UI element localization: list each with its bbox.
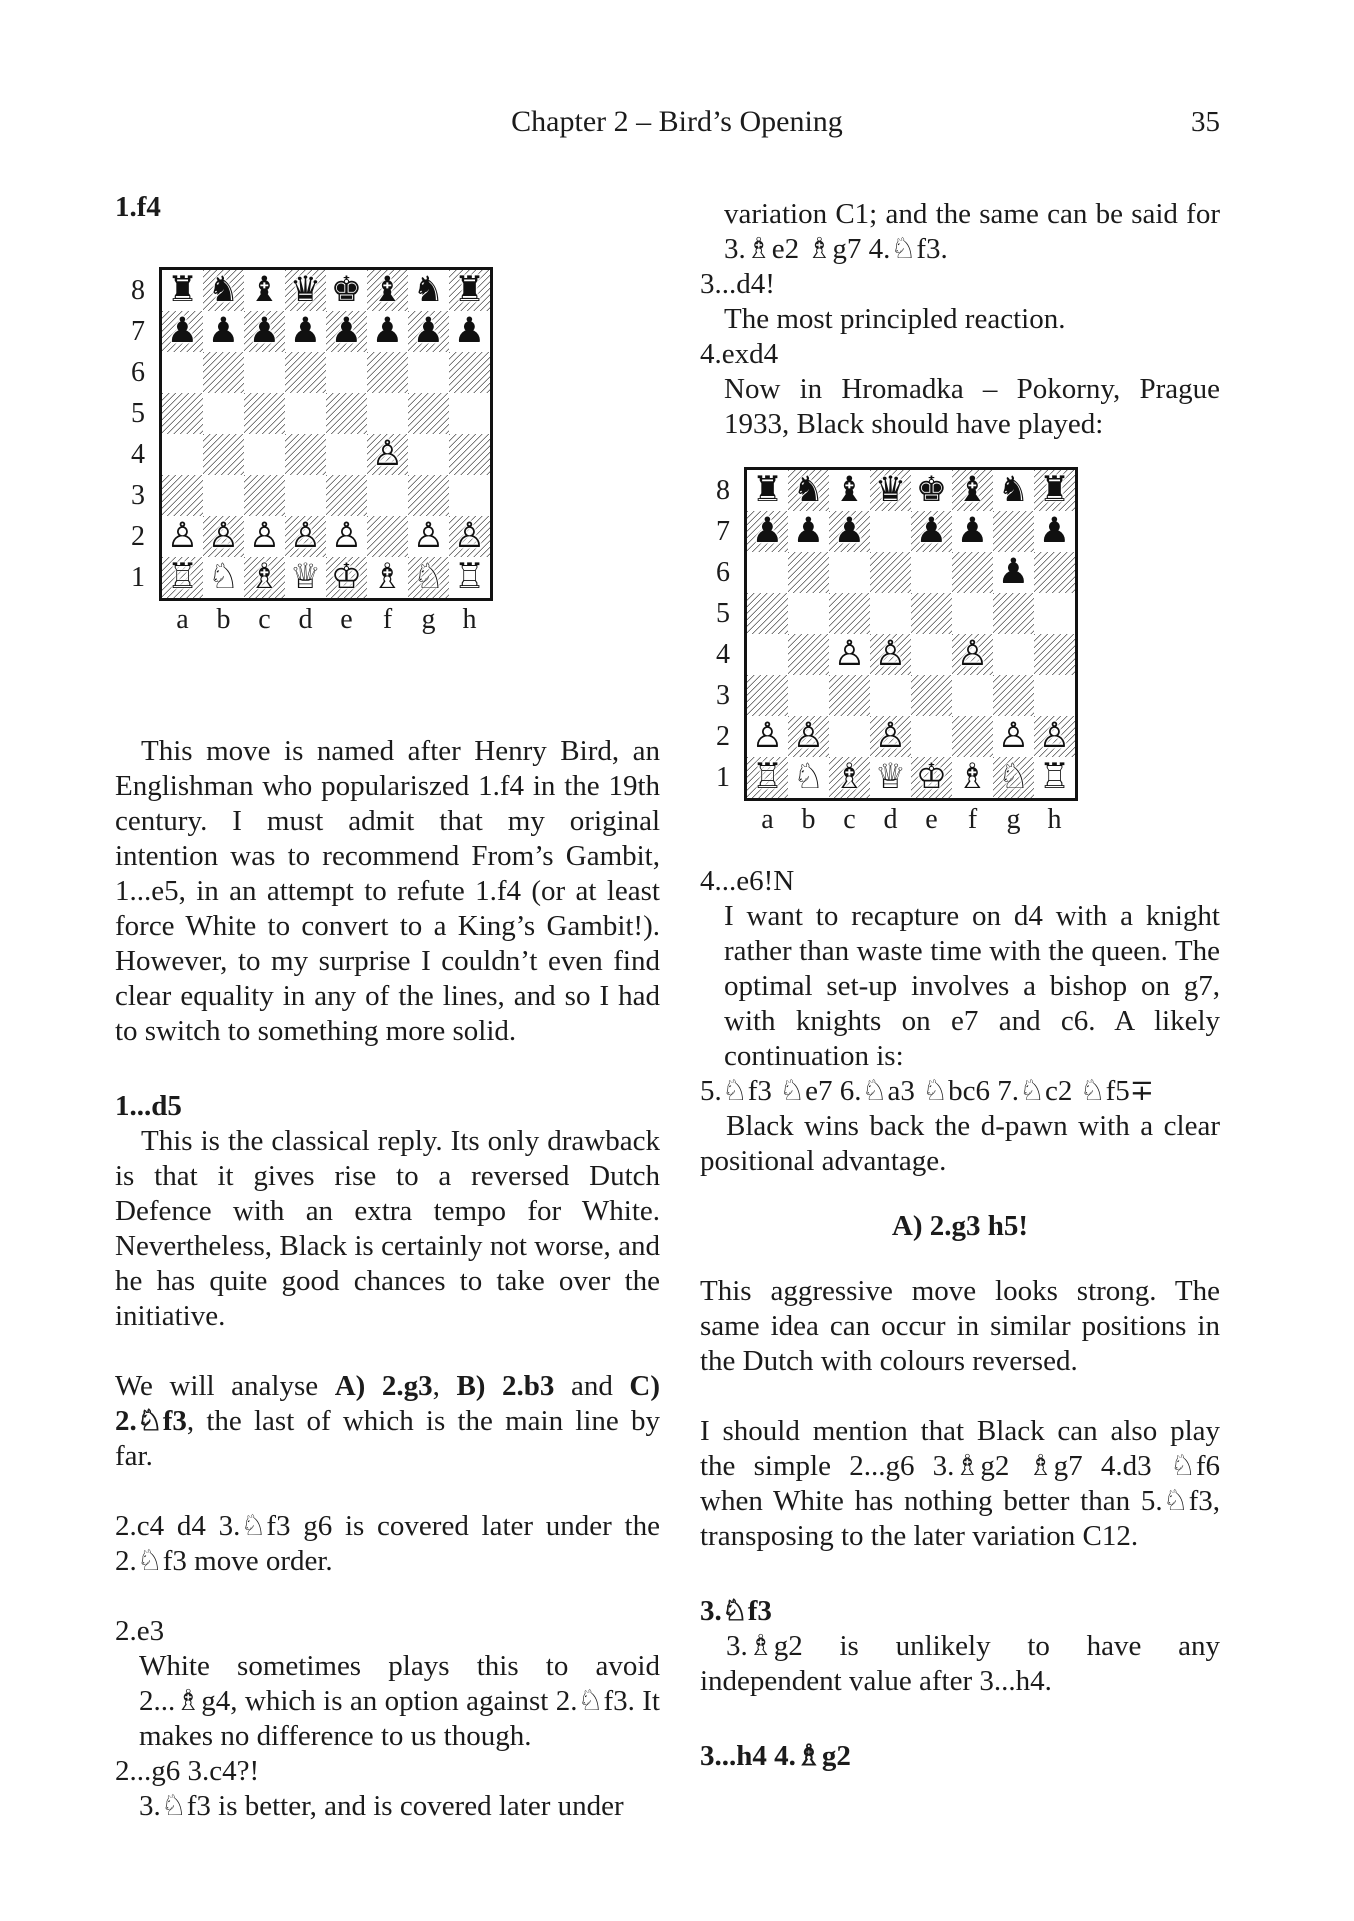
white-bishop-icon: ♗: [956, 757, 989, 797]
text: We will analyse: [115, 1370, 335, 1402]
black-pawn-icon: ♟: [412, 311, 445, 351]
black-bishop-icon: ♝: [371, 270, 404, 310]
white-knight-icon: ♘: [412, 557, 445, 597]
white-rook-icon: ♖: [1038, 757, 1071, 797]
square-a5: [162, 393, 203, 434]
black-rook-icon: ♜: [1038, 470, 1071, 510]
commentary: [724, 302, 1220, 337]
square-g8: [408, 270, 449, 311]
square-b2: [788, 716, 829, 757]
black-pawn-icon: ♟: [453, 311, 486, 351]
white-pawn-icon: ♙: [248, 516, 281, 556]
square-b6: [788, 552, 829, 593]
square-e6: [326, 352, 367, 393]
square-h4: [449, 434, 490, 475]
square-f2: [367, 516, 408, 557]
move-line: [115, 1754, 660, 1789]
text: ,: [432, 1370, 457, 1402]
bold-text: C) 2.♘f3: [115, 1370, 661, 1437]
black-pawn-icon: ♟: [915, 511, 948, 551]
square-h7: [1034, 511, 1075, 552]
text: The most principled reaction.: [724, 303, 1066, 335]
square-h5: [1034, 593, 1075, 634]
chess-diagram: [115, 267, 660, 639]
white-king-icon: ♔: [915, 757, 948, 797]
square-g7: [408, 311, 449, 352]
move-line: [115, 1614, 660, 1649]
rank-label: 8: [131, 275, 145, 306]
black-knight-icon: ♞: [412, 270, 445, 310]
square-h6: [1034, 552, 1075, 593]
square-a6: [747, 552, 788, 593]
file-label: b: [801, 804, 816, 835]
white-pawn-icon: ♙: [330, 516, 363, 556]
white-knight-icon: ♘: [207, 557, 240, 597]
rank-label: 7: [716, 516, 730, 547]
square-c3: [829, 675, 870, 716]
page-number: 35: [1191, 106, 1220, 138]
text: I should mention that Black can also play the simple 2...g6 3.♗g2 ♗g7 4.d3 ♘f6 when White has nothing better than 5.♘f3, transposing to the later variation C12.: [700, 1415, 1220, 1552]
white-rook-icon: ♖: [166, 557, 199, 597]
text: 2.c4 d4 3.♘f3 g6 is covered later under the 2.♘f3 move order.: [115, 1510, 660, 1577]
white-queen-icon: ♕: [874, 757, 907, 797]
white-pawn-icon: ♙: [412, 516, 445, 556]
square-f5: [367, 393, 408, 434]
text: Black wins back the d-pawn with a clear positional advantage.: [700, 1110, 1220, 1177]
rank-label: 3: [131, 480, 145, 511]
text: 3...d4!: [700, 268, 775, 300]
square-d3: [870, 675, 911, 716]
black-king-icon: ♚: [330, 270, 363, 310]
square-g5: [408, 393, 449, 434]
square-f7: [952, 511, 993, 552]
commentary: [139, 1789, 660, 1824]
rank-label: 2: [131, 521, 145, 552]
square-a8: [747, 470, 788, 511]
text: 2...g6 3.c4?!: [115, 1755, 260, 1787]
rank-label: 5: [716, 598, 730, 629]
paragraph: [115, 1124, 660, 1334]
chess-diagram: [700, 467, 1220, 839]
black-pawn-icon: ♟: [997, 552, 1030, 592]
square-h3: [449, 475, 490, 516]
rank-label: 7: [131, 316, 145, 347]
square-b7: [203, 311, 244, 352]
white-pawn-icon: ♙: [289, 516, 322, 556]
square-d6: [870, 552, 911, 593]
square-f1: [367, 557, 408, 598]
text: 3.♗g2 is unlikely to have any independent value after 3...h4.: [700, 1630, 1220, 1697]
square-f2: [952, 716, 993, 757]
rank-label: 4: [716, 639, 730, 670]
text: 2.e3: [115, 1615, 165, 1647]
square-c4: [244, 434, 285, 475]
paragraph: [115, 734, 660, 1049]
square-b1: [203, 557, 244, 598]
square-a6: [162, 352, 203, 393]
white-rook-icon: ♖: [751, 757, 784, 797]
square-c6: [829, 552, 870, 593]
square-e7: [911, 511, 952, 552]
square-b5: [203, 393, 244, 434]
text: White sometimes plays this to avoid 2...♗g4, which is an option against 2.♘f3. It makes no difference to us though.: [139, 1650, 660, 1752]
square-d4: [870, 634, 911, 675]
square-g6: [993, 552, 1034, 593]
rank-label: 6: [131, 357, 145, 388]
square-b6: [203, 352, 244, 393]
black-pawn-icon: ♟: [166, 311, 199, 351]
square-f8: [367, 270, 408, 311]
move-line: [700, 267, 1220, 302]
rank-label: 2: [716, 721, 730, 752]
square-e4: [326, 434, 367, 475]
chess-board: [744, 467, 1078, 801]
square-h1: [449, 557, 490, 598]
text: and: [554, 1370, 630, 1402]
black-pawn-icon: ♟: [371, 311, 404, 351]
square-h8: [1034, 470, 1075, 511]
file-label: c: [843, 804, 856, 835]
square-a2: [747, 716, 788, 757]
square-c8: [244, 270, 285, 311]
square-h7: [449, 311, 490, 352]
square-g2: [408, 516, 449, 557]
text: I want to recapture on d4 with a knight rather than waste time with the queen. The optimal set-up involves a bishop on g7, with knights on e7 and c6. A likely continuation is:: [724, 900, 1220, 1072]
black-queen-icon: ♛: [874, 470, 907, 510]
square-h4: [1034, 634, 1075, 675]
file-label: d: [298, 604, 313, 635]
file-label: c: [258, 604, 271, 635]
black-pawn-icon: ♟: [833, 511, 866, 551]
square-e2: [911, 716, 952, 757]
rank-label: 5: [131, 398, 145, 429]
white-bishop-icon: ♗: [248, 557, 281, 597]
text: 3.♘f3: [700, 1595, 772, 1627]
text: 1...d5: [115, 1090, 182, 1122]
white-knight-icon: ♘: [792, 757, 825, 797]
square-h6: [449, 352, 490, 393]
text: 4.exd4: [700, 338, 779, 370]
text: Now in Hromadka – Pokorny, Prague 1933, Black should have played:: [724, 373, 1220, 440]
paragraph: [700, 1274, 1220, 1379]
black-knight-icon: ♞: [997, 470, 1030, 510]
left-column: [115, 190, 660, 1824]
bold-text: A) 2.g3: [334, 1370, 433, 1402]
square-b4: [203, 434, 244, 475]
paragraph: [700, 1414, 1220, 1554]
square-e3: [911, 675, 952, 716]
white-bishop-icon: ♗: [371, 557, 404, 597]
commentary: [139, 1649, 660, 1754]
square-f6: [952, 552, 993, 593]
square-h2: [449, 516, 490, 557]
square-b7: [788, 511, 829, 552]
white-pawn-icon: ♙: [751, 716, 784, 756]
square-h1: [1034, 757, 1075, 798]
file-label: f: [967, 804, 978, 835]
variation-heading: [700, 1209, 1220, 1244]
black-rook-icon: ♜: [751, 470, 784, 510]
black-pawn-icon: ♟: [1038, 511, 1071, 551]
square-b4: [788, 634, 829, 675]
square-b3: [788, 675, 829, 716]
move-line: [700, 1074, 1220, 1109]
rank-label: 6: [716, 557, 730, 588]
square-d6: [285, 352, 326, 393]
white-pawn-icon: ♙: [453, 516, 486, 556]
square-a5: [747, 593, 788, 634]
square-h5: [449, 393, 490, 434]
square-c1: [829, 757, 870, 798]
white-pawn-icon: ♙: [207, 516, 240, 556]
square-e2: [326, 516, 367, 557]
black-pawn-icon: ♟: [956, 511, 989, 551]
square-g3: [408, 475, 449, 516]
square-d3: [285, 475, 326, 516]
white-pawn-icon: ♙: [792, 716, 825, 756]
square-d7: [870, 511, 911, 552]
square-a4: [162, 434, 203, 475]
square-f1: [952, 757, 993, 798]
black-rook-icon: ♜: [166, 270, 199, 310]
square-d5: [870, 593, 911, 634]
square-f3: [367, 475, 408, 516]
white-bishop-icon: ♗: [833, 757, 866, 797]
white-pawn-icon: ♙: [956, 634, 989, 674]
square-c5: [244, 393, 285, 434]
white-pawn-icon: ♙: [166, 516, 199, 556]
file-label: d: [883, 804, 898, 835]
move-line: [700, 864, 1220, 899]
white-queen-icon: ♕: [289, 557, 322, 597]
paragraph: [700, 1109, 1220, 1179]
square-e3: [326, 475, 367, 516]
move-heading: [700, 1739, 1220, 1774]
square-d1: [870, 757, 911, 798]
square-f4: [952, 634, 993, 675]
black-pawn-icon: ♟: [248, 311, 281, 351]
file-label: h: [1047, 804, 1062, 835]
text: This move is named after Henry Bird, an Englishman who populariszed 1.f4 in the 19th century. I must admit that my original intention was to recommend From’s Gambit, 1...e5, in an attempt to refute 1.f4 (or at least force White to convert to a King’s Gambit!). However, to my surprise I couldn’t even find clear equality in any of the lines, and so I had to switch to something more solid.: [115, 735, 660, 1047]
file-label: a: [176, 604, 189, 635]
square-h3: [1034, 675, 1075, 716]
black-rook-icon: ♜: [453, 270, 486, 310]
square-g4: [993, 634, 1034, 675]
square-e5: [911, 593, 952, 634]
white-pawn-icon: ♙: [874, 716, 907, 756]
paragraph: [700, 1629, 1220, 1699]
commentary: [724, 372, 1220, 442]
rank-label: 1: [716, 762, 730, 793]
white-pawn-icon: ♙: [997, 716, 1030, 756]
square-g8: [993, 470, 1034, 511]
square-a1: [162, 557, 203, 598]
black-knight-icon: ♞: [792, 470, 825, 510]
text: 3...h4 4.♗g2: [700, 1740, 851, 1772]
square-h8: [449, 270, 490, 311]
text: This aggressive move looks strong. The same idea can occur in similar positions in the Dutch with colours reversed.: [700, 1275, 1220, 1377]
square-d2: [285, 516, 326, 557]
paragraph: [115, 1369, 660, 1474]
commentary: [724, 197, 1220, 267]
square-c6: [244, 352, 285, 393]
square-d2: [870, 716, 911, 757]
text: 5.♘f3 ♘e7 6.♘a3 ♘bc6 7.♘c2 ♘f5∓: [700, 1075, 1155, 1107]
black-knight-icon: ♞: [207, 270, 240, 310]
square-c7: [244, 311, 285, 352]
square-c8: [829, 470, 870, 511]
black-pawn-icon: ♟: [207, 311, 240, 351]
bold-text: B) 2.b3: [456, 1370, 555, 1402]
square-b8: [203, 270, 244, 311]
rank-label: 8: [716, 475, 730, 506]
square-f6: [367, 352, 408, 393]
square-e1: [911, 757, 952, 798]
square-c4: [829, 634, 870, 675]
file-label: g: [1006, 804, 1021, 835]
file-label: e: [340, 604, 353, 635]
square-e6: [911, 552, 952, 593]
square-g4: [408, 434, 449, 475]
black-king-icon: ♚: [915, 470, 948, 510]
square-g7: [993, 511, 1034, 552]
move-heading: [115, 190, 660, 225]
text: A) 2.g3 h5!: [891, 1210, 1029, 1242]
move-heading: [700, 1594, 1220, 1629]
white-pawn-icon: ♙: [833, 634, 866, 674]
file-label: e: [925, 804, 938, 835]
square-d8: [285, 270, 326, 311]
square-e7: [326, 311, 367, 352]
square-e8: [326, 270, 367, 311]
black-pawn-icon: ♟: [330, 311, 363, 351]
move-heading: [115, 1089, 660, 1124]
square-a8: [162, 270, 203, 311]
square-d4: [285, 434, 326, 475]
square-g1: [993, 757, 1034, 798]
square-b3: [203, 475, 244, 516]
square-a1: [747, 757, 788, 798]
square-e4: [911, 634, 952, 675]
square-d7: [285, 311, 326, 352]
black-bishop-icon: ♝: [248, 270, 281, 310]
square-a3: [747, 675, 788, 716]
black-queen-icon: ♛: [289, 270, 322, 310]
white-pawn-icon: ♙: [1038, 716, 1071, 756]
square-b2: [203, 516, 244, 557]
square-f3: [952, 675, 993, 716]
white-pawn-icon: ♙: [874, 634, 907, 674]
square-c5: [829, 593, 870, 634]
square-g5: [993, 593, 1034, 634]
square-a7: [162, 311, 203, 352]
square-c1: [244, 557, 285, 598]
square-g1: [408, 557, 449, 598]
square-c2: [829, 716, 870, 757]
square-f4: [367, 434, 408, 475]
square-d5: [285, 393, 326, 434]
black-pawn-icon: ♟: [751, 511, 784, 551]
square-a4: [747, 634, 788, 675]
square-f7: [367, 311, 408, 352]
file-label: b: [216, 604, 231, 635]
right-column: [700, 197, 1220, 1774]
square-b1: [788, 757, 829, 798]
square-e1: [326, 557, 367, 598]
white-pawn-icon: ♙: [371, 434, 404, 474]
file-label: g: [421, 604, 436, 635]
white-rook-icon: ♖: [453, 557, 486, 597]
chapter-header: Chapter 2 – Bird’s Opening: [511, 105, 843, 138]
square-c2: [244, 516, 285, 557]
commentary: [724, 899, 1220, 1074]
square-a7: [747, 511, 788, 552]
square-h2: [1034, 716, 1075, 757]
text: This is the classical reply. Its only drawback is that it gives rise to a reversed Dutch Defence with an extra tempo for White. Nevertheless, Black is certainly not worse, and he has quite good chances to take over the initiative.: [115, 1125, 660, 1332]
square-g3: [993, 675, 1034, 716]
black-bishop-icon: ♝: [956, 470, 989, 510]
text: , the last of which is the main line by far.: [115, 1405, 660, 1472]
chess-board: [159, 267, 493, 601]
square-d8: [870, 470, 911, 511]
square-f8: [952, 470, 993, 511]
square-a2: [162, 516, 203, 557]
white-knight-icon: ♘: [997, 757, 1030, 797]
square-c7: [829, 511, 870, 552]
black-pawn-icon: ♟: [792, 511, 825, 551]
text: 1.f4: [115, 191, 161, 223]
square-b8: [788, 470, 829, 511]
text: 3.♘f3 is better, and is covered later under: [139, 1790, 624, 1822]
square-b5: [788, 593, 829, 634]
square-e8: [911, 470, 952, 511]
square-d1: [285, 557, 326, 598]
square-g2: [993, 716, 1034, 757]
file-label: f: [382, 604, 393, 635]
rank-label: 4: [131, 439, 145, 470]
file-label: a: [761, 804, 774, 835]
black-pawn-icon: ♟: [289, 311, 322, 351]
rank-label: 1: [131, 562, 145, 593]
square-g6: [408, 352, 449, 393]
move-line: [700, 337, 1220, 372]
rank-label: 3: [716, 680, 730, 711]
paragraph: [115, 1509, 660, 1579]
file-label: h: [462, 604, 477, 635]
black-bishop-icon: ♝: [833, 470, 866, 510]
square-c3: [244, 475, 285, 516]
white-king-icon: ♔: [330, 557, 363, 597]
square-f5: [952, 593, 993, 634]
text: 4...e6!N: [700, 865, 795, 897]
square-a3: [162, 475, 203, 516]
text: variation C1; and the same can be said for 3.♗e2 ♗g7 4.♘f3.: [724, 198, 1220, 265]
square-e5: [326, 393, 367, 434]
